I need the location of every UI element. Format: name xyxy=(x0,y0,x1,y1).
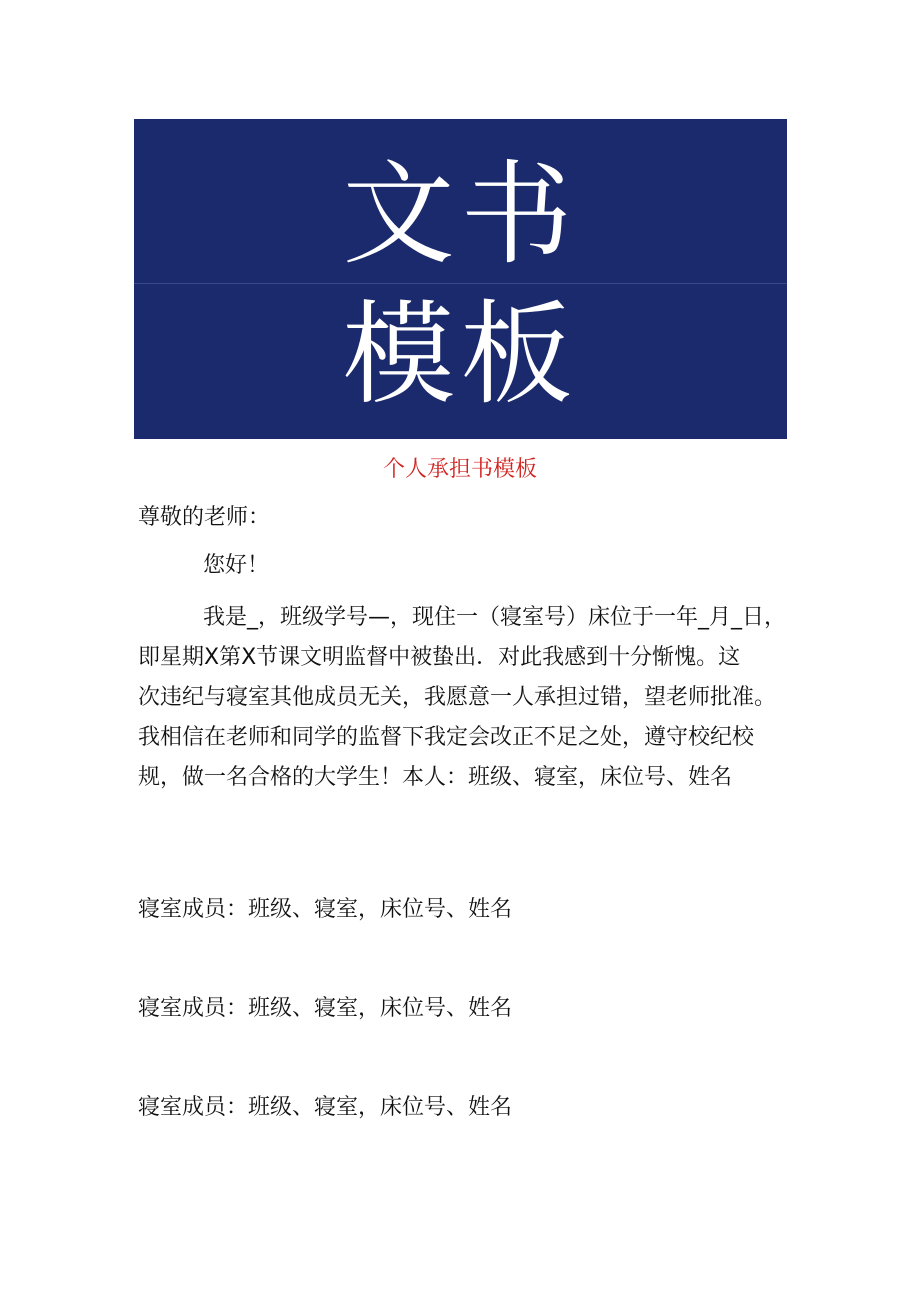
body-line: 我是_，班级学号—，现住一（寝室号）床位于一年_月_日， xyxy=(203,605,787,630)
body-line: 即星期Ⅹ第Ⅹ节课文明监督中被蛰出．对此我感到十分惭愧。这 xyxy=(138,645,741,670)
greeting: 您好！ xyxy=(203,553,270,578)
letter-body xyxy=(138,598,794,798)
body-line: 我相信在老师和同学的监督下我定会改正不足之处，遵守校纪校 xyxy=(138,725,755,750)
member-line: 寝室成员：班级、寝室，床位号、姓名 xyxy=(138,897,513,922)
banner-title-line-1: 文书 xyxy=(342,150,579,280)
banner-title-line-2: 模板 xyxy=(342,290,579,420)
member-line: 寝室成员：班级、寝室，床位号、姓名 xyxy=(138,996,513,1021)
salutation: 尊敬的老师： xyxy=(138,505,271,530)
body-line: 次违纪与寝室其他成员无关，我愿意一人承担过错，望老师批准。 xyxy=(138,685,777,710)
banner-divider xyxy=(134,283,787,284)
body-line: 规，做一名合格的大学生！本人：班级、寝室，床位号、姓名 xyxy=(138,765,733,790)
document-title: 个人承担书模板 xyxy=(382,457,537,482)
cover-banner xyxy=(134,119,787,439)
member-line: 寝室成员：班级、寝室，床位号、姓名 xyxy=(138,1095,513,1120)
